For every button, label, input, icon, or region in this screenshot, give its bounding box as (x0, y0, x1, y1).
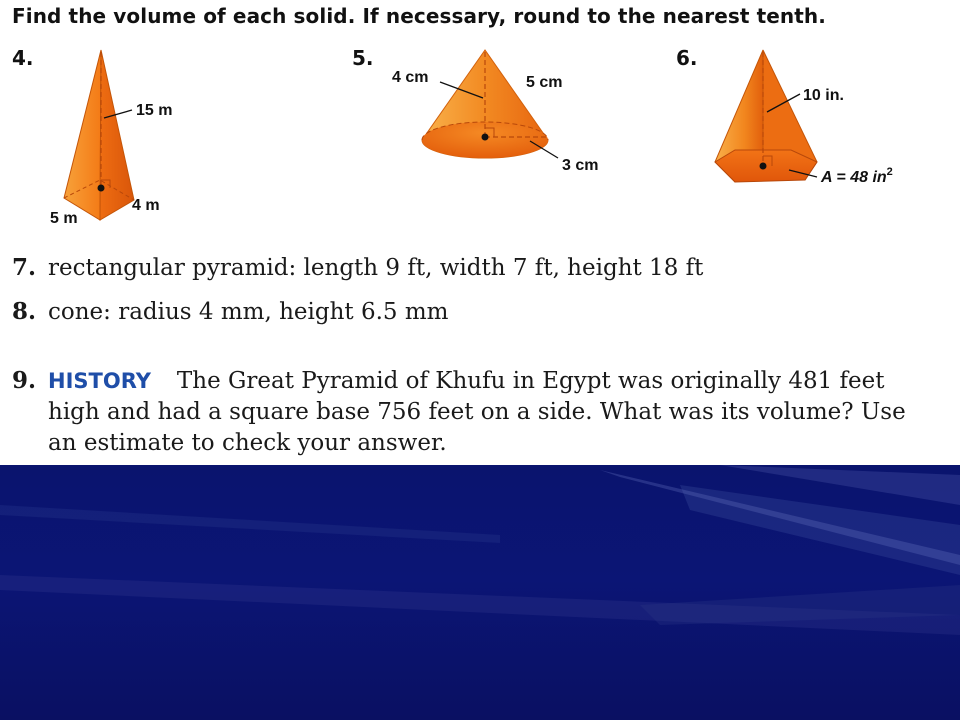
problem-9-number: 9. (12, 367, 37, 394)
figure-4-rectangular-pyramid (40, 40, 200, 235)
figure-5-slant-label: 5 cm (526, 74, 563, 91)
figure-6-area-label (820, 166, 893, 186)
problem-7 (12, 252, 703, 284)
slide-background (0, 465, 960, 720)
figure-6-height-label: 10 in. (803, 87, 844, 104)
worksheet-heading: Find the volume of each solid. If necessary, round to the nearest tenth. (12, 4, 826, 28)
problem-8-number: 8. (12, 298, 37, 325)
problem-9 (12, 365, 906, 459)
figure-6-number: 6. (676, 46, 698, 70)
figure-4-width-label: 4 m (132, 197, 160, 214)
problem-9-line-1: The Great Pyramid of Khufu in Egypt was originally 481 feet (176, 368, 885, 394)
figure-5-height-label: 4 cm (392, 69, 429, 86)
figure-5-number: 5. (352, 46, 374, 70)
figure-6-hexagonal-pyramid (705, 42, 930, 192)
figure-4-length-label: 5 m (50, 210, 78, 227)
background-streaks (0, 465, 960, 720)
figure-6-area-text: A = 48 in (821, 169, 887, 186)
problem-9-line-2: high and had a square base 756 feet on a side. What was its volume? Use (48, 399, 906, 425)
problem-8 (12, 296, 449, 328)
figure-5-radius-label: 3 cm (562, 157, 599, 174)
problem-9-keyword: HISTORY (48, 369, 151, 393)
figure-4-slant-label: 15 m (136, 102, 173, 119)
figure-5-cone (380, 42, 620, 187)
problem-7-number: 7. (12, 254, 37, 281)
figure-6-area-exponent: 2 (886, 166, 893, 178)
problem-9-line-3: an estimate to check your answer. (48, 430, 447, 456)
figure-4-number: 4. (12, 46, 34, 70)
problem-7-text: rectangular pyramid: length 9 ft, width 7 ft, height 18 ft (48, 255, 704, 281)
problem-8-text: cone: radius 4 mm, height 6.5 mm (48, 299, 449, 325)
